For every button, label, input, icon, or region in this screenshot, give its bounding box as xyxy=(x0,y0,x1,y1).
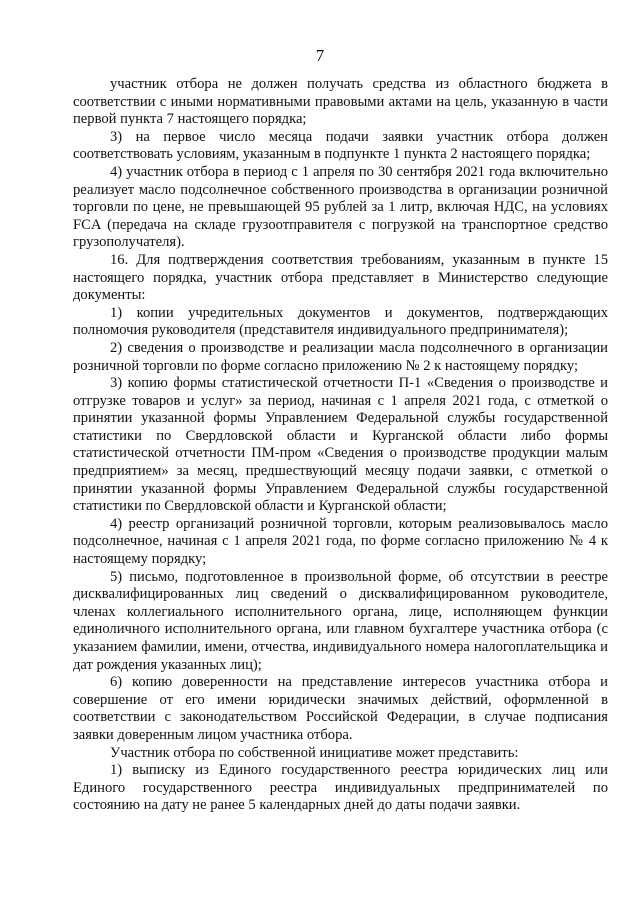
paragraph: 2) сведения о производстве и реализации масла подсолнечного в организации розничной торговли по форме согласно приложению № 2 к настоящему порядку; xyxy=(73,339,608,374)
paragraph: 3) на первое число месяца подачи заявки участник отбора должен соответствовать условиям, указанным в подпункте 1 пункта 2 настоящего порядка; xyxy=(73,128,608,163)
paragraph: 6) копию доверенности на представление интересов участника отбора и совершение от его имени юридически значимых действий, оформленной в соответствии с законодательством Российской Федерации, в случае подписания заявки доверенным лицом участника отбора. xyxy=(73,674,608,743)
paragraph: 16. Для подтверждения соответствия требованиям, указанным в пункте 15 настоящего порядка, участник отбора представляет в Министерство следующие документы: xyxy=(73,251,608,304)
paragraph: 1) копии учредительных документов и документов, подтверждающих полномочия руководителя (представителя индивидуального предпринимателя); xyxy=(73,304,608,339)
paragraph: Участник отбора по собственной инициативе может представить: xyxy=(110,744,519,761)
paragraph: 4) участник отбора в период с 1 апреля по 30 сентября 2021 года включительно реализует масло подсолнечное собственного производства в организации розничной торговли по цене, не превышающей 95 рублей за 1 литр, включая НДС, на условиях FCA (передача на складе грузоотправителя с погрузкой на транспортное средство грузополучателя). xyxy=(73,163,608,251)
paragraph: участник отбора не должен получать средства из областного бюджета в соответствии с иными нормативными правовыми актами на цель, указанную в части первой пункта 7 настоящего порядка; xyxy=(73,76,608,128)
paragraph: 4) реестр организаций розничной торговли, которым реализовывалось масло подсолнечное, начиная с 1 апреля 2021 года, по форме согласно приложению № 4 к настоящему порядку; xyxy=(73,515,608,568)
paragraph: 3) копию формы статистической отчетности П-1 «Сведения о производстве и отгрузке товаров и услуг» за период, начиная с 1 апреля 2021 года, с отметкой о принятии указанной формы Управлением Федеральной службы государственной статистики по Свердловской области и Курганской области либо формы статистической отчетности ПМ-пром «Сведения о производстве продукции малым предприятием» за месяц, предшествующий месяцу подачи заявки, с отметкой о принятии указанной формы Управлением Федеральной службы государственной статистики по Свердловской области и Курганской области; xyxy=(73,375,608,515)
paragraph: 1) выписку из Единого государственного реестра юридических лиц или Единого государственного реестра индивидуальных предпринимателей по состоянию на дату не ранее 5 календарных дней до даты подачи заявки. xyxy=(73,762,608,814)
page-number: 7 xyxy=(315,46,325,65)
document-body xyxy=(73,76,608,815)
paragraph: 5) письмо, подготовленное в произвольной форме, об отсутствии в реестре дисквалифицированных лиц сведений о дисквалифицированном руководителе, членах коллегиального исполнительного органа, лице, исполняющем функции единоличного исполнительного органа, или главном бухгалтере участника отбора (с указанием фамилии, имени, отчества, индивидуального номера налогоплательщика и дат рождения указанных лиц); xyxy=(73,568,608,673)
